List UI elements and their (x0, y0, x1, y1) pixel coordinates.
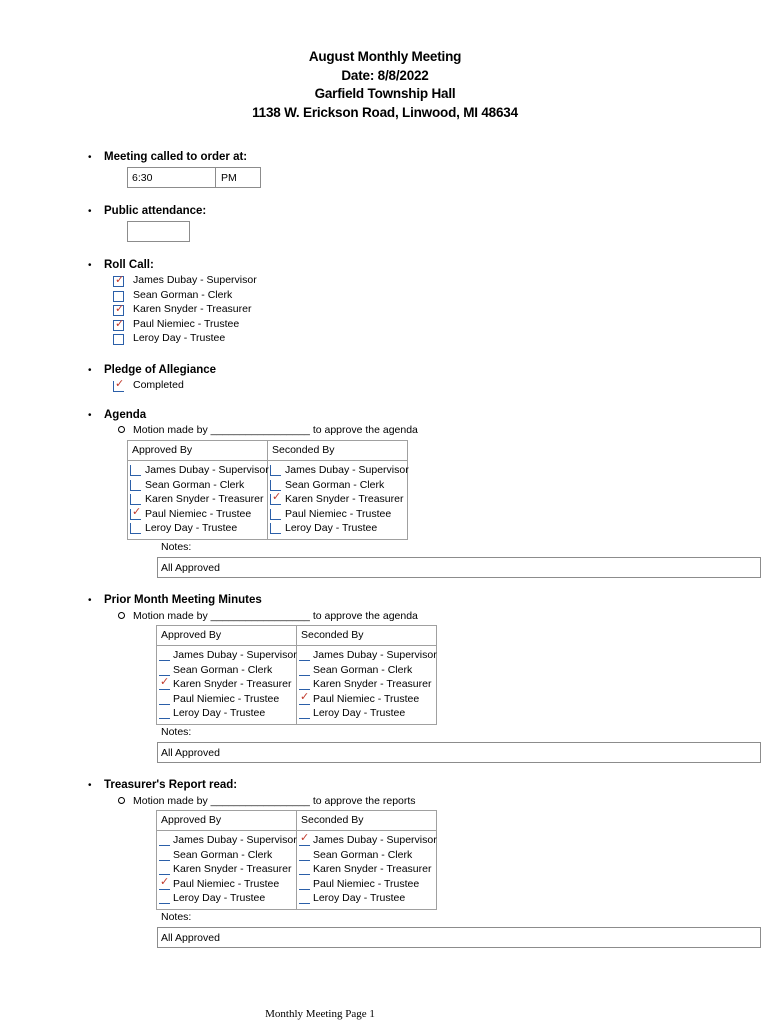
approved-checkbox[interactable] (130, 494, 141, 505)
vote-row (297, 677, 436, 692)
member-label: James Dubay - Supervisor (285, 464, 409, 476)
vote-row (297, 877, 436, 892)
column-header: Seconded By (268, 441, 408, 461)
roll-call-checkbox[interactable] (113, 317, 125, 331)
vote-row (297, 862, 436, 877)
vote-row (297, 663, 436, 678)
treasurer-title: Treasurer's Report read: (104, 779, 238, 791)
pledge-item: Completed (133, 379, 184, 391)
member-label: Leroy Day - Trustee (313, 707, 406, 720)
prior-minutes-notes-field[interactable]: All Approved (157, 742, 761, 763)
treasurer-notes-field[interactable]: All Approved (157, 927, 761, 948)
seconded-checkbox[interactable] (299, 708, 310, 719)
member-label: Sean Gorman - Clerk (313, 663, 413, 676)
vote-row (268, 507, 407, 522)
vote-row (128, 492, 267, 507)
check-icon: ✓ (115, 378, 125, 390)
roll-call-member: Paul Niemiec - Trustee (133, 317, 240, 330)
vote-row (268, 463, 407, 478)
approved-checkbox[interactable] (159, 893, 170, 904)
member-label: James Dubay - Supervisor (173, 834, 297, 846)
bullet: • (88, 410, 92, 421)
bullet: • (88, 595, 92, 606)
member-label: Leroy Day - Trustee (145, 522, 238, 535)
prior-minutes-title: Prior Month Meeting Minutes (104, 594, 262, 606)
vote-row (268, 478, 407, 493)
public-attendance-title: Public attendance: (104, 205, 207, 217)
member-label: Karen Snyder - Treasurer (285, 493, 404, 506)
approved-checkbox[interactable] (130, 523, 141, 534)
member-label: Sean Gorman - Clerk (173, 663, 273, 676)
seconded-checkbox[interactable] (270, 465, 281, 476)
seconded-checkbox[interactable] (270, 491, 282, 505)
approved-checkbox[interactable] (159, 850, 170, 861)
column-header: Seconded By (297, 626, 437, 646)
member-label: James Dubay - Supervisor (173, 649, 297, 661)
circle-bullet-icon (118, 426, 125, 433)
check-icon: ✓ (115, 274, 125, 286)
check-icon: ✓ (300, 832, 310, 844)
seconded-checkbox[interactable] (299, 690, 310, 705)
vote-row (128, 463, 267, 478)
seconded-checkbox[interactable] (299, 650, 310, 661)
vote-row (297, 833, 436, 848)
column-header: Approved By (157, 626, 297, 646)
bullet: • (88, 152, 92, 163)
member-label: James Dubay - Supervisor (145, 464, 269, 476)
circle-bullet-icon (118, 797, 125, 804)
agenda-notes-label: Notes: (161, 541, 192, 553)
bullet: • (88, 780, 92, 791)
seconded-checkbox[interactable] (270, 509, 281, 520)
circle-bullet-icon (118, 612, 125, 619)
check-icon: ✓ (132, 505, 142, 518)
seconded-checkbox[interactable] (299, 679, 310, 690)
agenda-notes-field[interactable]: All Approved (157, 557, 761, 578)
column-header: Seconded By (297, 811, 437, 831)
prior-minutes-motion (118, 610, 418, 622)
member-label: Leroy Day - Trustee (173, 707, 266, 720)
agenda-motion-text: Motion made by _________________ to approve the agenda (133, 424, 418, 436)
seconded-checkbox[interactable] (270, 523, 281, 534)
treasurer-motion (118, 795, 416, 807)
member-label: Sean Gorman - Clerk (173, 848, 273, 861)
approved-checkbox[interactable] (159, 864, 170, 875)
vote-row (128, 521, 267, 536)
check-icon: ✓ (272, 491, 282, 504)
column-header: Approved By (128, 441, 268, 461)
member-label: James Dubay - Supervisor (313, 649, 437, 661)
approved-checkbox[interactable] (159, 875, 170, 890)
check-icon: ✓ (160, 676, 170, 689)
vote-row (297, 706, 436, 721)
roll-call-member: James Dubay - Supervisor (133, 274, 257, 286)
roll-call-member: Leroy Day - Trustee (133, 332, 226, 345)
roll-call-member: Karen Snyder - Treasurer (133, 303, 252, 316)
vote-row (157, 663, 296, 678)
seconded-checkbox[interactable] (299, 850, 310, 861)
vote-row (297, 891, 436, 906)
vote-row (157, 877, 296, 892)
bullet: • (88, 206, 92, 217)
vote-row (128, 478, 267, 493)
seconded-column (297, 646, 436, 721)
approved-checkbox[interactable] (159, 676, 170, 690)
member-label: Sean Gorman - Clerk (145, 478, 245, 491)
treasurer-motion-text: Motion made by _________________ to approve the reports (133, 795, 416, 807)
vote-row (297, 648, 436, 663)
pledge-title: Pledge of Allegiance (104, 364, 217, 376)
approved-column (128, 461, 267, 536)
check-icon: ✓ (115, 317, 125, 330)
seconded-checkbox[interactable] (299, 665, 310, 676)
vote-row (157, 648, 296, 663)
member-label: Karen Snyder - Treasurer (145, 493, 264, 506)
prior_minutes-table (156, 625, 437, 725)
approved-checkbox[interactable] (159, 665, 170, 676)
agenda-motion (118, 424, 418, 436)
seconded-checkbox[interactable] (299, 864, 310, 875)
bullet: • (88, 365, 92, 376)
vote-row (268, 521, 407, 536)
vote-row (128, 507, 267, 522)
treasurer-notes-label: Notes: (161, 911, 192, 923)
pledge-checkbox[interactable] (113, 378, 125, 392)
meeting-title: August Monthly Meeting (308, 49, 462, 64)
member-label: Leroy Day - Trustee (173, 892, 266, 905)
roll-call-checkbox[interactable] (113, 291, 124, 302)
approved-checkbox[interactable] (159, 708, 170, 719)
member-label: Paul Niemiec - Trustee (173, 692, 280, 705)
approved-column (157, 831, 296, 906)
member-label: Paul Niemiec - Trustee (313, 692, 420, 705)
vote-row (157, 862, 296, 877)
approved-checkbox[interactable] (159, 835, 170, 846)
member-label: Karen Snyder - Treasurer (313, 678, 432, 691)
approved-checkbox[interactable] (130, 505, 142, 520)
member-label: James Dubay - Supervisor (313, 834, 437, 846)
vote-row (157, 677, 296, 692)
member-label: Paul Niemiec - Trustee (285, 507, 392, 520)
seconded-checkbox[interactable] (299, 832, 310, 846)
vote-row (297, 692, 436, 707)
call-time-field[interactable]: 6:30 (127, 167, 216, 188)
roll-call-checkbox[interactable] (113, 334, 124, 345)
called-to-order-title: Meeting called to order at: (104, 151, 248, 163)
check-icon: ✓ (115, 303, 125, 316)
prior-minutes-notes-label: Notes: (161, 726, 192, 738)
seconded-checkbox[interactable] (270, 480, 281, 491)
approved-checkbox[interactable] (159, 650, 170, 661)
vote-row (157, 833, 296, 848)
seconded-checkbox[interactable] (299, 893, 310, 904)
approved-checkbox[interactable] (130, 480, 141, 491)
prior-minutes-motion-text: Motion made by _________________ to approve the agenda (133, 610, 418, 622)
vote-row (157, 692, 296, 707)
seconded-checkbox[interactable] (299, 879, 310, 890)
member-label: Karen Snyder - Treasurer (173, 863, 292, 876)
agenda-table (127, 440, 408, 540)
vote-row (157, 706, 296, 721)
check-icon: ✓ (160, 875, 170, 888)
member-label: Leroy Day - Trustee (313, 892, 406, 905)
document-header (0, 48, 770, 122)
vote-row (157, 891, 296, 906)
roll-call-title: Roll Call: (104, 259, 154, 271)
meeting-location: Garfield Township Hall (314, 86, 456, 101)
member-label: Sean Gorman - Clerk (313, 848, 413, 861)
vote-row (297, 848, 436, 863)
column-header: Approved By (157, 811, 297, 831)
page-footer: Monthly Meeting Page 1 (265, 1008, 375, 1020)
agenda-title: Agenda (104, 409, 147, 421)
member-label: Paul Niemiec - Trustee (313, 877, 420, 890)
roll-call-checkbox[interactable] (113, 276, 124, 287)
seconded-column (297, 831, 436, 906)
public-attendance-field[interactable] (127, 221, 190, 242)
vote-row (157, 848, 296, 863)
approved-checkbox[interactable] (159, 694, 170, 705)
seconded-column (268, 461, 407, 536)
member-label: Sean Gorman - Clerk (285, 478, 385, 491)
member-label: Paul Niemiec - Trustee (145, 507, 252, 520)
check-icon: ✓ (300, 690, 310, 703)
meeting-address: 1138 W. Erickson Road, Linwood, MI 48634 (252, 104, 518, 120)
approved-column (157, 646, 296, 721)
vote-row (268, 492, 407, 507)
roll-call-checkbox[interactable] (113, 305, 124, 316)
meeting-date: Date: 8/8/2022 (341, 67, 429, 83)
member-label: Paul Niemiec - Trustee (173, 877, 280, 890)
member-label: Karen Snyder - Treasurer (173, 678, 292, 691)
bullet: • (88, 260, 92, 271)
treasurer-table (156, 810, 437, 910)
call-ampm-field[interactable]: PM (215, 167, 261, 188)
approved-checkbox[interactable] (130, 465, 141, 476)
member-label: Leroy Day - Trustee (285, 522, 378, 535)
roll-call-member: Sean Gorman - Clerk (133, 288, 233, 301)
member-label: Karen Snyder - Treasurer (313, 863, 432, 876)
